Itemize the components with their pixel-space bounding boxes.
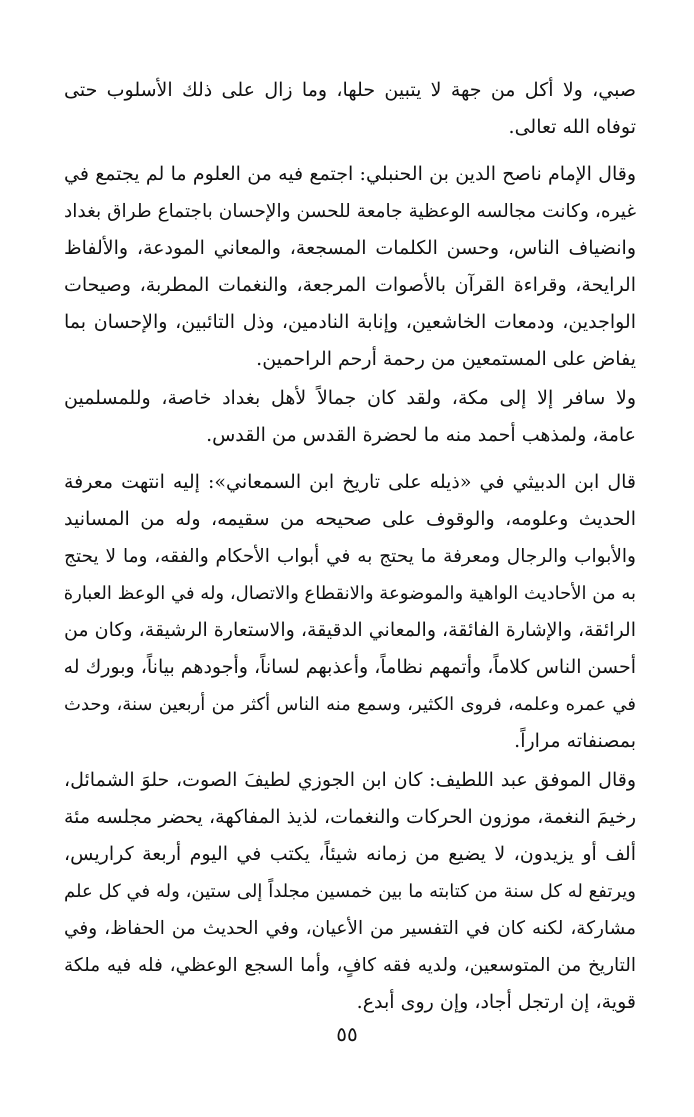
text-line: وقال الموفق عبد اللطيف: كان ابن الجوزي لطيفَ الصوت، حلوَ الشمائل، bbox=[64, 769, 636, 791]
text-line: رخيمَ النغمة، موزون الحركات والنغمات، لذيذ المفاكهة، يحضر مجلسه مئة bbox=[64, 806, 636, 828]
text-line: صبي، ولا أكل من جهة لا يتبين حلها، وما زال على ذلك الأسلوب حتى bbox=[64, 79, 636, 101]
text-line: وانضياف الناس، وحسن الكلمات المسجعة، والمعاني المودعة، والألفاظ bbox=[64, 237, 636, 259]
text-line: الرائقة، والإشارة الفائقة، والمعاني الدقيقة، والاستعارة الرشيقة، وكان من bbox=[64, 619, 636, 641]
text-line: به من الأحاديث الواهية والموضوعة والانقطاع والاتصال، وله في الوعظ العبارة bbox=[64, 583, 636, 604]
text-line: يفاض على المستمعين من رحمة أرحم الراحمين. bbox=[256, 348, 636, 370]
text-line: في عمره وعلمه، فروى الكثير، وسمع منه الناس أكثر من أربعين سنة، وحدث bbox=[64, 694, 636, 715]
text-line: بمصنفاته مراراً. bbox=[514, 730, 636, 752]
text-line: ألف أو يزيدون، لا يضيع من زمانه شيئاً، يكتب في اليوم أربعة كراريس، bbox=[64, 843, 636, 865]
text-line: عامة، ولمذهب أحمد منه ما لحضرة القدس من القدس. bbox=[206, 424, 636, 446]
page-number: ٥٥ bbox=[336, 1022, 358, 1046]
text-line: الحديث وعلومه، والوقوف على صحيحه من سقيمه، وله من المسانيد bbox=[64, 508, 636, 530]
text-line: توفاه الله تعالى. bbox=[508, 116, 636, 138]
text-line: أحسن الناس كلاماً، وأتمهم نظاماً، وأعذبهم لساناً، وأجودهم بياناً، وبورك له bbox=[64, 656, 636, 678]
paragraph-4 bbox=[64, 464, 636, 760]
text-line: مشاركة، لكنه كان في التفسير من الأعيان، وفي الحديث من الحفاظ، وفي bbox=[64, 918, 636, 939]
text-line: قال ابن الدبيثي في «ذيله على تاريخ ابن السمعاني»: إليه انتهت معرفة bbox=[64, 471, 636, 493]
paragraph-1 bbox=[64, 72, 636, 146]
text-line: الرايحة، وقراءة القرآن بالأصوات المرجعة، والنغمات المطربة، وصيحات bbox=[64, 274, 636, 296]
text-line: والأبواب والرجال ومعرفة ما يحتج به في أبواب الأحكام والفقه، وما لا يحتج bbox=[64, 546, 636, 567]
text-line: وقال الإمام ناصح الدين بن الحنبلي: اجتمع فيه من العلوم ما لم يجتمع في bbox=[64, 163, 636, 185]
text-line: ولا سافر إلا إلى مكة، ولقد كان جمالاً لأهل بغداد خاصة، وللمسلمين bbox=[64, 387, 636, 409]
text-line: التاريخ من المتوسعين، ولديه فقه كافٍ، وأما السجع الوعظي، فله فيه ملكة bbox=[64, 955, 636, 976]
text-line: غيره، وكانت مجالسه الوعظية جامعة للحسن والإحسان باجتماع طراق بغداد bbox=[64, 201, 636, 222]
text-line: قوية، إن ارتجل أجاد، وإن روى أبدع. bbox=[356, 991, 636, 1013]
paragraph-2 bbox=[64, 156, 636, 378]
text-line: الواجدين، ودمعات الخاشعين، وإنابة النادمين، وذل التائبين، والإحسان بما bbox=[64, 311, 636, 333]
paragraph-3 bbox=[64, 380, 636, 454]
paragraph-5 bbox=[64, 762, 636, 1021]
text-line: ويرتفع له كل سنة من كتابته ما بين خمسين مجلداً إلى ستين، وله في كل علم bbox=[64, 881, 636, 902]
